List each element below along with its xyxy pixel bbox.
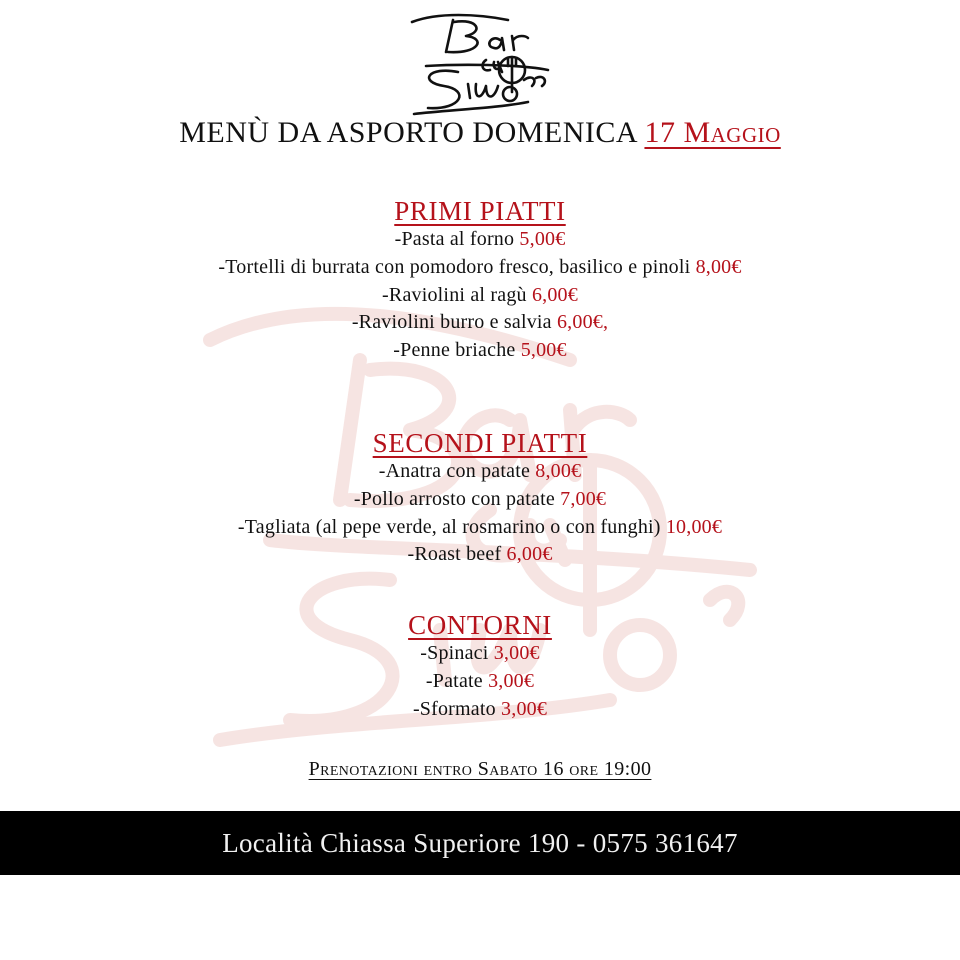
menu-item [0,514,960,542]
menu-item [0,282,960,310]
menu-item [0,640,960,668]
item-price: 8,00€ [535,460,582,482]
menu-title: MENÙ DA ASPORTO DOMENICA [179,116,637,149]
menu-heading [0,116,960,150]
section-contorni [0,610,960,723]
item-name: -Raviolini burro e salvia [351,311,552,334]
item-name: -Pollo arrosto con patate [353,487,555,510]
item-name: -Raviolini al ragù [382,283,527,306]
item-price: 6,00€ [506,543,553,566]
item-price: 6,00€, [556,311,609,334]
item-price: 5,00€ [520,339,567,362]
item-price: 3,00€ [493,642,540,664]
section-title: PRIMI PIATTI [394,196,566,226]
menu-item [0,541,960,569]
booking-note: Prenotazioni entro Sabato 16 ore 19:00 [308,758,652,780]
item-name: -Tortelli di burrata con pomodoro fresco, basilico e pinoli [218,255,691,278]
item-price: 5,00€ [519,228,566,250]
item-name: -Sformato [412,697,496,720]
section-title: CONTORNI [408,610,552,640]
item-name: -Pasta al forno [394,228,515,250]
menu-item [0,309,960,337]
section-secondi-piatti [0,428,960,569]
item-price: 10,00€ [665,515,723,538]
item-name: -Patate [425,669,483,692]
menu-item [0,668,960,696]
section-primi-piatti [0,196,960,365]
menu-item [0,254,960,282]
item-price: 6,00€ [531,283,578,306]
menu-item [0,486,960,514]
item-name: -Penne briache [393,339,516,362]
item-name: -Anatra con patate [378,460,531,482]
bar-da-simo-logo [408,10,558,118]
item-price: 3,00€ [501,697,548,720]
item-price: 7,00€ [560,487,607,510]
menu-item [0,696,960,724]
item-name: -Tagliata (al pepe verde, al rosmarino o con funghi) [237,515,661,538]
menu-item [0,337,960,365]
section-title: SECONDI PIATTI [372,428,588,458]
footer-band [0,811,960,875]
item-price: 3,00€ [488,669,535,692]
menu-item [0,226,960,254]
footer-address: Località Chiassa Superiore 190 - 0575 361647 [222,828,738,858]
menu-date: 17 Maggio [644,116,781,149]
item-price: 8,00€ [695,255,742,278]
item-name: -Roast beef [407,543,502,566]
item-name: -Spinaci [420,642,489,664]
menu-item [0,458,960,486]
